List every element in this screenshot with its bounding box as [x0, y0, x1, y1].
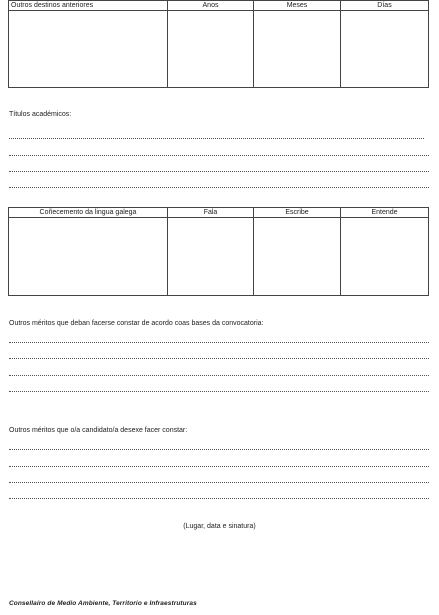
understands-header: Entende [341, 208, 429, 218]
other-merits-candidate-line-3[interactable] [9, 482, 429, 483]
other-merits-bases-label: Outros méritos que deban facerse constar de acordo coas bases da convocatoria: [9, 320, 264, 327]
table-input-row [9, 218, 429, 296]
days-cell[interactable] [341, 11, 429, 88]
academic-titles-line-4[interactable] [9, 187, 429, 188]
table-header-row [9, 1, 429, 11]
other-merits-candidate-line-4[interactable] [9, 498, 429, 499]
other-merits-bases-line-4[interactable] [9, 391, 429, 392]
other-merits-bases-line-1[interactable] [9, 342, 429, 343]
previous-posts-header: Outros destinos anteriores [9, 1, 168, 11]
months-header: Meses [254, 1, 341, 11]
years-header: Anos [168, 1, 254, 11]
academic-titles-line-1[interactable] [9, 138, 424, 139]
speaks-cell[interactable] [168, 218, 254, 296]
other-merits-candidate-line-1[interactable] [9, 449, 429, 450]
previous-posts-table [8, 0, 429, 88]
understands-cell[interactable] [341, 218, 429, 296]
other-merits-bases-line-2[interactable] [9, 358, 429, 359]
galician-knowledge-cell[interactable] [9, 218, 168, 296]
writes-header: Escribe [254, 208, 341, 218]
years-cell[interactable] [168, 11, 254, 88]
writes-cell[interactable] [254, 218, 341, 296]
speaks-header: Fala [168, 208, 254, 218]
footer-department: Consellaíro de Medio Ambiente, Territorio e Infraestruturas [9, 600, 197, 607]
academic-titles-line-3[interactable] [9, 171, 429, 172]
table-input-row [9, 11, 429, 88]
months-cell[interactable] [254, 11, 341, 88]
galician-language-table [8, 207, 429, 296]
academic-titles-label: Títulos académicos: [9, 111, 72, 118]
other-merits-candidate-label: Outros méritos que o/a candidato/a desexe facer constar: [9, 427, 188, 434]
other-merits-candidate-line-2[interactable] [9, 466, 429, 467]
previous-posts-cell[interactable] [9, 11, 168, 88]
days-header: Días [341, 1, 429, 11]
galician-knowledge-header: Coñecemento da lingua galega [9, 208, 168, 218]
signature-label: (Lugar, data e sinatura) [183, 523, 256, 530]
academic-titles-line-2[interactable] [9, 155, 429, 156]
table-header-row [9, 208, 429, 218]
other-merits-bases-line-3[interactable] [9, 375, 429, 376]
